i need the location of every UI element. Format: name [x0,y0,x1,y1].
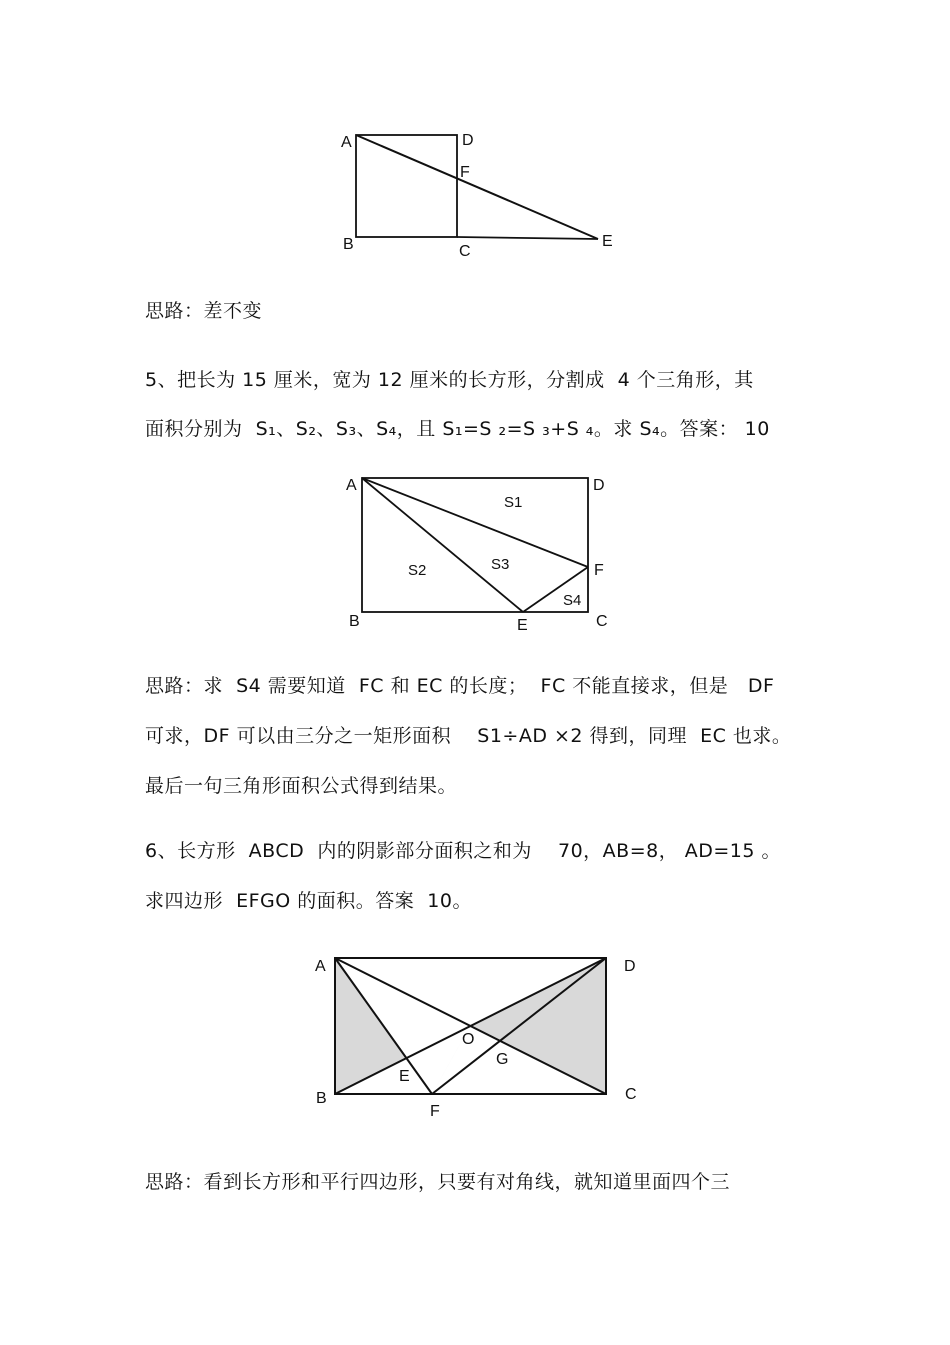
label-f: F [594,562,604,579]
label-c: C [596,613,608,630]
problem-6-line-1: 6、长方形 ABCD 内的阴影部分面积之和为 70，AB=8， AD=15 。 [145,840,782,862]
label-e: E [399,1068,410,1085]
line-af [362,478,588,567]
problem-5-line-1: 5、把长为 15 厘米，宽为 12 厘米的长方形，分割成 4 个三角形，其 [145,369,754,391]
label-s1: S1 [504,494,523,511]
label-a: A [341,134,352,151]
label-s4: S4 [563,592,582,609]
label-s2: S2 [408,562,427,579]
label-a: A [346,477,357,494]
label-d: D [462,132,474,149]
solution-5-line-1: 思路：求 S4 需要知道 FC 和 EC 的长度； FC 不能直接求，但是 DF [145,675,775,697]
problem-5-line-2: 面积分别为 S₁、S₂、S₃、S₄，且 S₁=S ₂=S ₃+S ₄。求 S₄。答案： 10 [145,418,770,440]
label-s3: S3 [491,556,510,573]
label-e: E [517,617,528,634]
figure-shaded-rectangle [305,945,650,1125]
square-abcd [356,135,457,237]
label-c: C [459,243,471,260]
solution-5-line-3: 最后一句三角形面积公式得到结果。 [145,775,458,797]
rectangle-abcd [362,478,588,612]
label-b: B [343,236,354,253]
solution-5-line-2: 可求，DF 可以由三分之一矩形面积 S1÷AD ×2 得到，同理 EC 也求。 [145,725,792,747]
idea-text-1: 思路：差不变 [145,300,263,322]
label-e: E [602,233,613,250]
figure-square-triangle [330,125,630,265]
label-f: F [460,164,470,181]
label-b: B [349,613,360,630]
label-d: D [624,958,636,975]
line-ae [362,478,523,612]
label-a: A [315,958,326,975]
solution-6-line-1: 思路：看到长方形和平行四边形，只要有对角线，就知道里面四个三 [145,1171,731,1193]
label-o: O [462,1031,475,1048]
label-b: B [316,1090,327,1107]
label-g: G [496,1051,509,1068]
label-f: F [430,1103,440,1120]
problem-6-line-2: 求四边形 EFGO 的面积。答案 10。 [145,890,472,912]
line-ce [457,237,598,239]
label-c: C [625,1086,637,1103]
label-d: D [593,477,605,494]
figure-rectangle-s1-s4 [340,470,620,635]
line-ae [356,135,598,239]
